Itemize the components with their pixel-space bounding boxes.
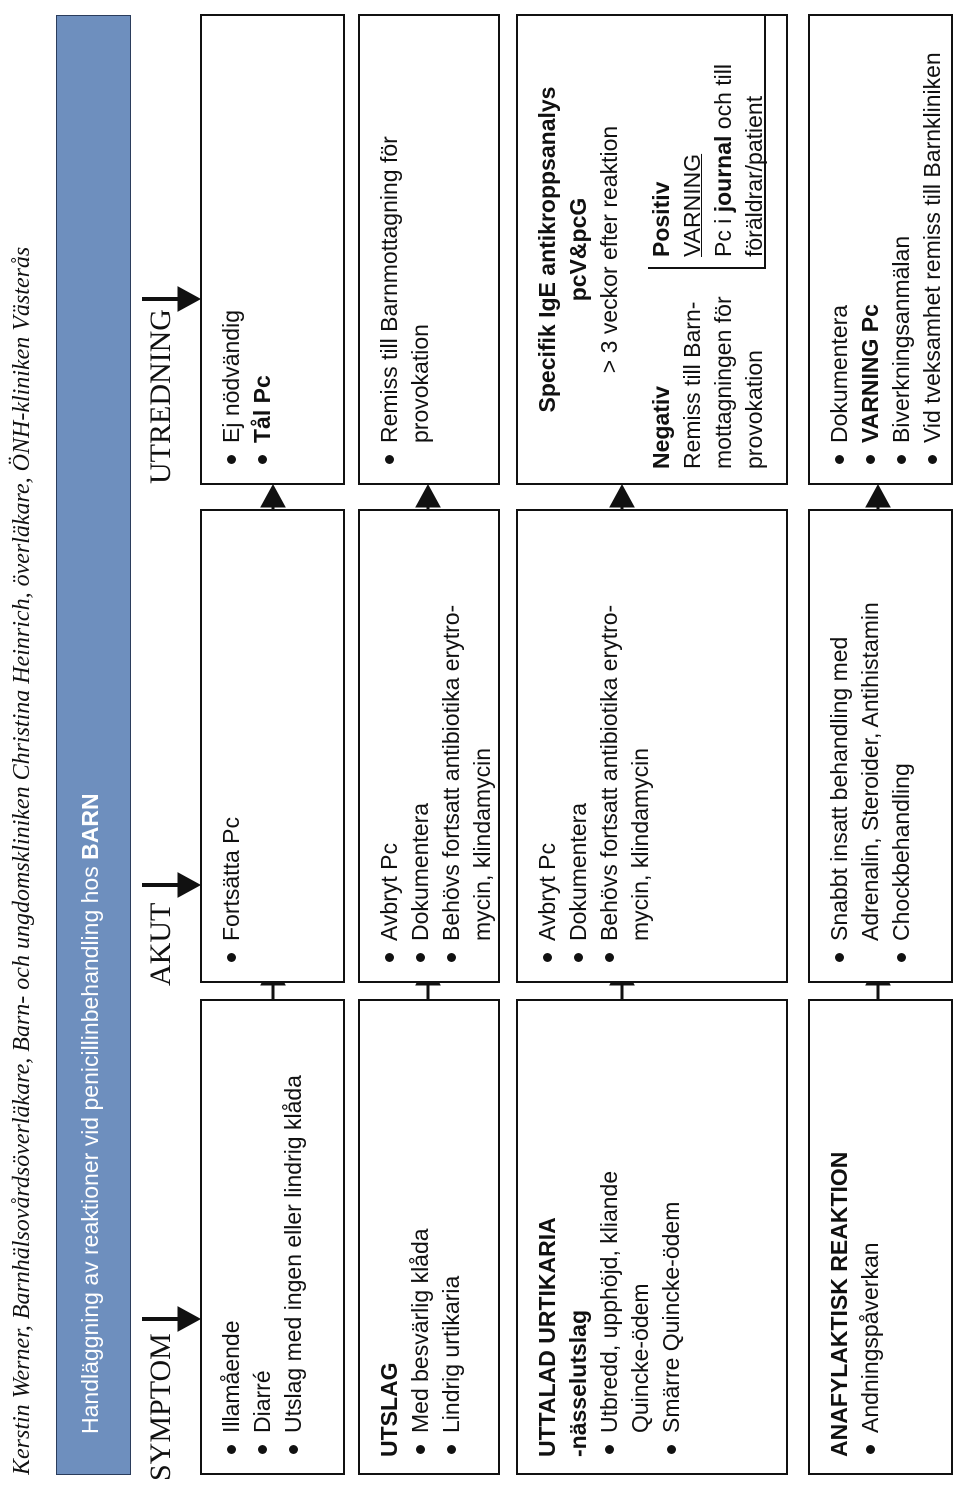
row2-symptom-item: Lindrig urtikaria [436,1017,467,1457]
arrow-r4-b [866,485,890,509]
banner-title-bold: BARN [77,793,103,860]
column-heading-utredning: UTREDNING [144,309,177,484]
positive-label: Positiv [648,181,674,257]
row4-utredning-item: Biverkningsanmälan [886,32,917,467]
positive-line-1-c: och till [710,64,736,136]
row3-utredning-box [516,14,788,485]
row2-symptom-heading: UTSLAG [376,1362,402,1457]
header-arrow-symptom [142,1307,200,1331]
row2-utredning-continuation: provokation [407,324,433,443]
row4-utredning-box [808,14,953,485]
header-arrow-akut [142,873,200,897]
row1-symptom-item: Diarré [247,1017,278,1457]
row1-akut-item: Fortsätta Pc [216,527,247,965]
row4-symptom-heading: ANAFYLAKTISK REAKTION [826,1151,852,1457]
positive-line-2: föräldrar/patient [741,95,767,257]
row1-utredning-item: Ej nödvändig [216,32,247,467]
column-heading-akut: AKUT [144,902,177,986]
negative-line: provokation [741,350,767,469]
row3-utredning-title2: pcV&pcG [565,197,591,302]
row3-akut-box [516,509,788,983]
row2-akut-continuation: mycin, klindamycin [469,748,495,941]
row2-symptom-box [358,999,500,1475]
row4-utredning-item: Vid tveksamhet remiss till Barnkliniken [917,32,948,467]
branch-divider-vertical [648,267,766,269]
banner-title-prefix: Handläggning av reaktioner vid penicillinbehandling hos [77,859,103,1434]
arrow-r3-b [610,485,634,509]
row1-symptom-item: Illamående [216,1017,247,1457]
negative-line: mottagningen för [710,296,736,469]
row2-utredning-box [358,14,500,485]
row1-utredning-item: Tål Pc [247,32,278,467]
row4-akut-box [808,509,953,983]
row4-utredning-item: VARNING Pc [855,32,886,467]
column-heading-symptom: SYMPTOM [144,1333,177,1481]
row3-utredning-title3: > 3 veckor efter reaktion [596,125,622,374]
row4-symptom-box [808,999,953,1475]
header-arrow-utredning [142,287,200,311]
row3-symptom-box [516,999,788,1475]
arrow-r2-b [416,485,440,509]
row2-utredning-item: Remiss till Barnmottagning för [374,32,405,467]
row1-symptom-box [200,999,345,1475]
row3-symptom-item: Smärre Quincke-ödem [656,1017,687,1457]
row2-akut-item: Behövs fortsatt antibiotika erytro- [436,527,467,965]
row1-symptom-item: Utslag med ingen eller lindrig klåda [278,1017,309,1457]
row2-symptom-item: Med besvärlig klåda [405,1017,436,1457]
row2-akut-item: Avbryt Pc [374,527,405,965]
row1-utredning-box [200,14,345,485]
row4-akut-continuation: Adrenalin, Steroider, Antihistamin [857,602,883,941]
positive-warning: VARNING [679,153,705,257]
row4-akut-item: Chockbehandling [886,527,917,965]
author-line: Kerstin Werner, Barnhälsovårdsöverläkare, Barn- och ungdomskliniken Christina Heinrich, överläkare, ÖNH-kliniken Västerås [9,246,35,1475]
row3-akut-item: Behövs fortsatt antibiotika erytro- [594,527,625,965]
row3-symptom-subheading: -nässelutslag [565,1310,591,1457]
row3-utredning-title: Specifik IgE antikroppsanalys [534,86,560,413]
negative-label: Negativ [648,385,674,469]
row3-symptom-heading: UTTALAD URTIKARIA [534,1217,560,1457]
row1-akut-box [200,509,345,983]
positive-line-1 [708,17,739,257]
negative-line: Remiss till Barn- [679,301,705,469]
row2-akut-box [358,509,500,983]
positive-line-1-b: journal [710,135,736,213]
row3-test-result-split [646,14,776,483]
positive-line-1-a: Pc i [710,212,736,257]
row3-akut-item: Avbryt Pc [532,527,563,965]
row3-akut-continuation: mycin, klindamycin [627,748,653,941]
row3-akut-item: Dokumentera [563,527,594,965]
arrow-r1-b [261,485,285,509]
row4-utredning-item: Dokumentera [824,32,855,467]
row2-akut-item: Dokumentera [405,527,436,965]
row3-positive-branch [646,17,770,257]
row4-symptom-item: Andningspåverkan [855,1017,886,1457]
row3-symptom-continuation: Quincke-ödem [627,1283,653,1433]
row3-symptom-item: Utbredd, upphöjd, kliande [594,1017,625,1457]
row3-negative-branch [646,269,770,469]
row4-akut-item: Snabbt insatt behandling med [824,527,855,965]
